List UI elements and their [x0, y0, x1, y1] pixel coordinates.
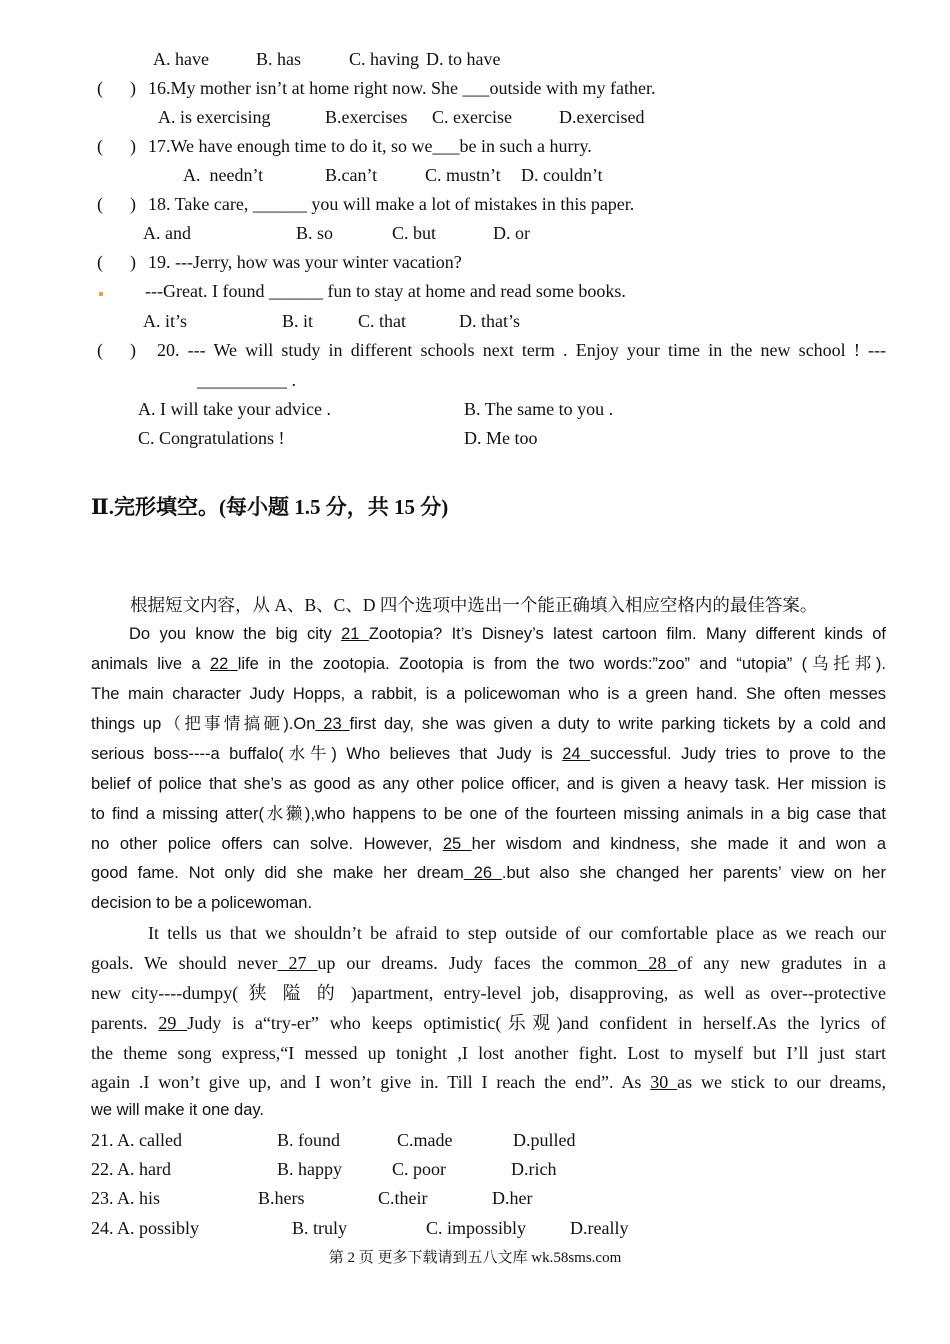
passage-line	[91, 652, 886, 676]
passage-text: things up（把事情搞砸).On	[91, 715, 316, 733]
passage-line	[129, 622, 886, 646]
passage-text: the theme song express,“I messed up tonight ,I lost another fight. Lost to myself but I’ll just start	[91, 1043, 886, 1063]
passage-text: parents.	[91, 1013, 159, 1033]
passage-text: to find a missing atter(水獭),who happens to be one of the fourteen missing animals in a big case that	[91, 805, 886, 823]
option: B. has	[256, 49, 301, 69]
cloze-option: B.hers	[258, 1188, 305, 1208]
question-stem: 19. ---Jerry, how was your winter vacation?	[148, 252, 462, 272]
blank-number: 25	[442, 835, 472, 853]
blank-number: 24	[562, 745, 591, 763]
passage-line	[91, 742, 886, 766]
cloze-option: D.her	[492, 1188, 533, 1208]
blank-number: 23	[315, 715, 350, 733]
passage-text: we will make it one day.	[91, 1101, 265, 1119]
answer-paren: ( )	[97, 252, 136, 272]
blank-number: 26	[463, 864, 502, 882]
passage-line	[91, 1098, 264, 1122]
cloze-option: D.rich	[511, 1159, 557, 1179]
option: A. needn’t	[183, 165, 264, 185]
cloze-option: 21. A. called	[91, 1130, 182, 1150]
answer-paren: ( )	[97, 194, 136, 214]
passage-text: It tells us that we shouldn’t be afraid to step outside of our comfortable place as we reach our	[148, 923, 886, 943]
passage-text: good fame. Not only did she make her dream	[91, 864, 464, 882]
orange-mark	[99, 292, 103, 296]
cloze-option: C. poor	[392, 1159, 446, 1179]
passage-line	[91, 981, 886, 1005]
cloze-option: D.really	[570, 1218, 629, 1238]
option: D. that’s	[459, 311, 520, 331]
passage-line	[91, 1041, 886, 1065]
option: D. to have	[426, 49, 501, 69]
blank-number: 27	[277, 953, 318, 973]
section-heading: Ⅱ.完形填空。(每小题 1.5 分，共 15 分)	[91, 495, 449, 519]
passage-text: no other police offers can solve. However,	[91, 835, 443, 853]
blank-number: 30	[650, 1072, 678, 1092]
answer-paren: ( )	[97, 78, 136, 98]
passage-line	[91, 891, 312, 915]
passage-text: decision to be a policewoman.	[91, 894, 313, 912]
passage-text: belief of police that she’s as good as any other police officer, and is given a heavy task. Her mission is	[91, 775, 886, 793]
passage-text: as we stick to our dreams,	[677, 1072, 887, 1092]
cloze-option: B. happy	[277, 1159, 342, 1179]
passage-text: up our dreams. Judy faces the common	[317, 953, 638, 973]
option: C. Congratulations !	[138, 428, 285, 448]
cloze-option: 22. A. hard	[91, 1159, 171, 1179]
page-footer: 第 2 页 更多下载请到五八文库 wk.58sms.com	[328, 1250, 622, 1266]
cloze-option: 24. A. possibly	[91, 1218, 200, 1238]
option: C. having	[349, 49, 419, 69]
passage-line	[148, 921, 886, 945]
option: B. so	[296, 223, 334, 243]
option: D. couldn’t	[521, 165, 603, 185]
option: D. or	[493, 223, 530, 243]
option: A. is exercising	[158, 107, 271, 127]
passage-text: successful. Judy tries to prove to the	[590, 745, 886, 763]
option: D.exercised	[559, 107, 645, 127]
option: B. it	[282, 311, 314, 331]
option: A. and	[143, 223, 191, 243]
blank-number: 22	[209, 655, 238, 673]
option: A. I will take your advice .	[138, 399, 331, 419]
blank-number: 29	[158, 1013, 188, 1033]
question-stem: 18. Take care, ______ you will make a lot of mistakes in this paper.	[148, 194, 635, 214]
cloze-option: C. impossibly	[426, 1218, 527, 1238]
passage-text: The main character Judy Hopps, a rabbit, is a policewoman who is a green hand. She often messes	[91, 685, 886, 703]
answer-paren: ( )	[97, 340, 136, 360]
passage-text: first day, she was given a duty to write parking tickets by a cold and	[349, 715, 886, 733]
option: D. Me too	[464, 428, 538, 448]
passage-text: of any new gradutes in a	[677, 953, 887, 973]
answer-paren: ( )	[97, 136, 136, 156]
passage-text: animals live a	[91, 655, 210, 673]
passage-text: new city----dumpy( 狭 隘 的 )apartment, entry-level job, disapproving, as well as over--protective	[91, 983, 886, 1003]
passage-line	[91, 712, 886, 736]
option: B.can’t	[325, 165, 378, 185]
cloze-option: 23. A. his	[91, 1188, 161, 1208]
passage-line	[91, 832, 886, 856]
passage-line	[91, 1070, 886, 1094]
passage-line	[91, 861, 886, 885]
question-stem: 17.We have enough time to do it, so we___be in such a hurry.	[148, 136, 592, 156]
option: A. have	[153, 49, 209, 69]
cloze-option: B. found	[277, 1130, 340, 1150]
option: C. exercise	[432, 107, 512, 127]
passage-text: Zootopia? It’s Disney’s latest cartoon film. Many different kinds of	[368, 625, 886, 643]
answer-blank: __________ .	[197, 370, 296, 390]
passage-text: goals. We should never	[91, 953, 278, 973]
passage-line	[91, 1011, 886, 1035]
section-instruction: 根据短文内容，从 A、B、C、D 四个选项中选出一个能正确填入相应空格内的最佳答案。	[130, 595, 818, 615]
passage-text: her wisdom and kindness, she made it and won a	[471, 835, 887, 853]
passage-text: .but also she changed her parents’ view on her	[501, 864, 886, 882]
passage-text: again .I won’t give up, and I won’t give in. Till I reach the end”. As	[91, 1072, 651, 1092]
option: A. it’s	[143, 311, 188, 331]
cloze-option: D.pulled	[513, 1130, 576, 1150]
option: C. mustn’t	[425, 165, 501, 185]
blank-number: 21	[341, 625, 369, 643]
question-stem: 16.My mother isn’t at home right now. She ___outside with my father.	[148, 78, 656, 98]
option: C. that	[358, 311, 406, 331]
question-stem-line2: ---Great. I found ______ fun to stay at home and read some books.	[145, 281, 626, 301]
passage-line	[91, 682, 886, 706]
option: B.exercises	[325, 107, 408, 127]
passage-text: Judy is a“try-er” who keeps optimistic(乐观)and confident in herself.As the lyrics of	[187, 1013, 887, 1033]
blank-number: 28	[637, 953, 678, 973]
passage-line	[91, 772, 886, 796]
question-stem: 20. --- We will study in different schools next term . Enjoy your time in the new school ! ---	[157, 340, 886, 360]
passage-text: serious boss----a buffalo(水牛) Who believes that Judy is	[91, 745, 563, 763]
passage-line	[91, 951, 886, 975]
cloze-option: B. truly	[292, 1218, 348, 1238]
passage-text: Do you know the big city	[129, 625, 342, 643]
passage-text: life in the zootopia. Zootopia is from the two words:”zoo” and “utopia” (乌托邦).	[237, 655, 886, 673]
option: C. but	[392, 223, 437, 243]
option: B. The same to you .	[464, 399, 614, 419]
passage-line	[91, 802, 886, 826]
cloze-option: C.their	[378, 1188, 428, 1208]
cloze-option: C.made	[397, 1130, 453, 1150]
